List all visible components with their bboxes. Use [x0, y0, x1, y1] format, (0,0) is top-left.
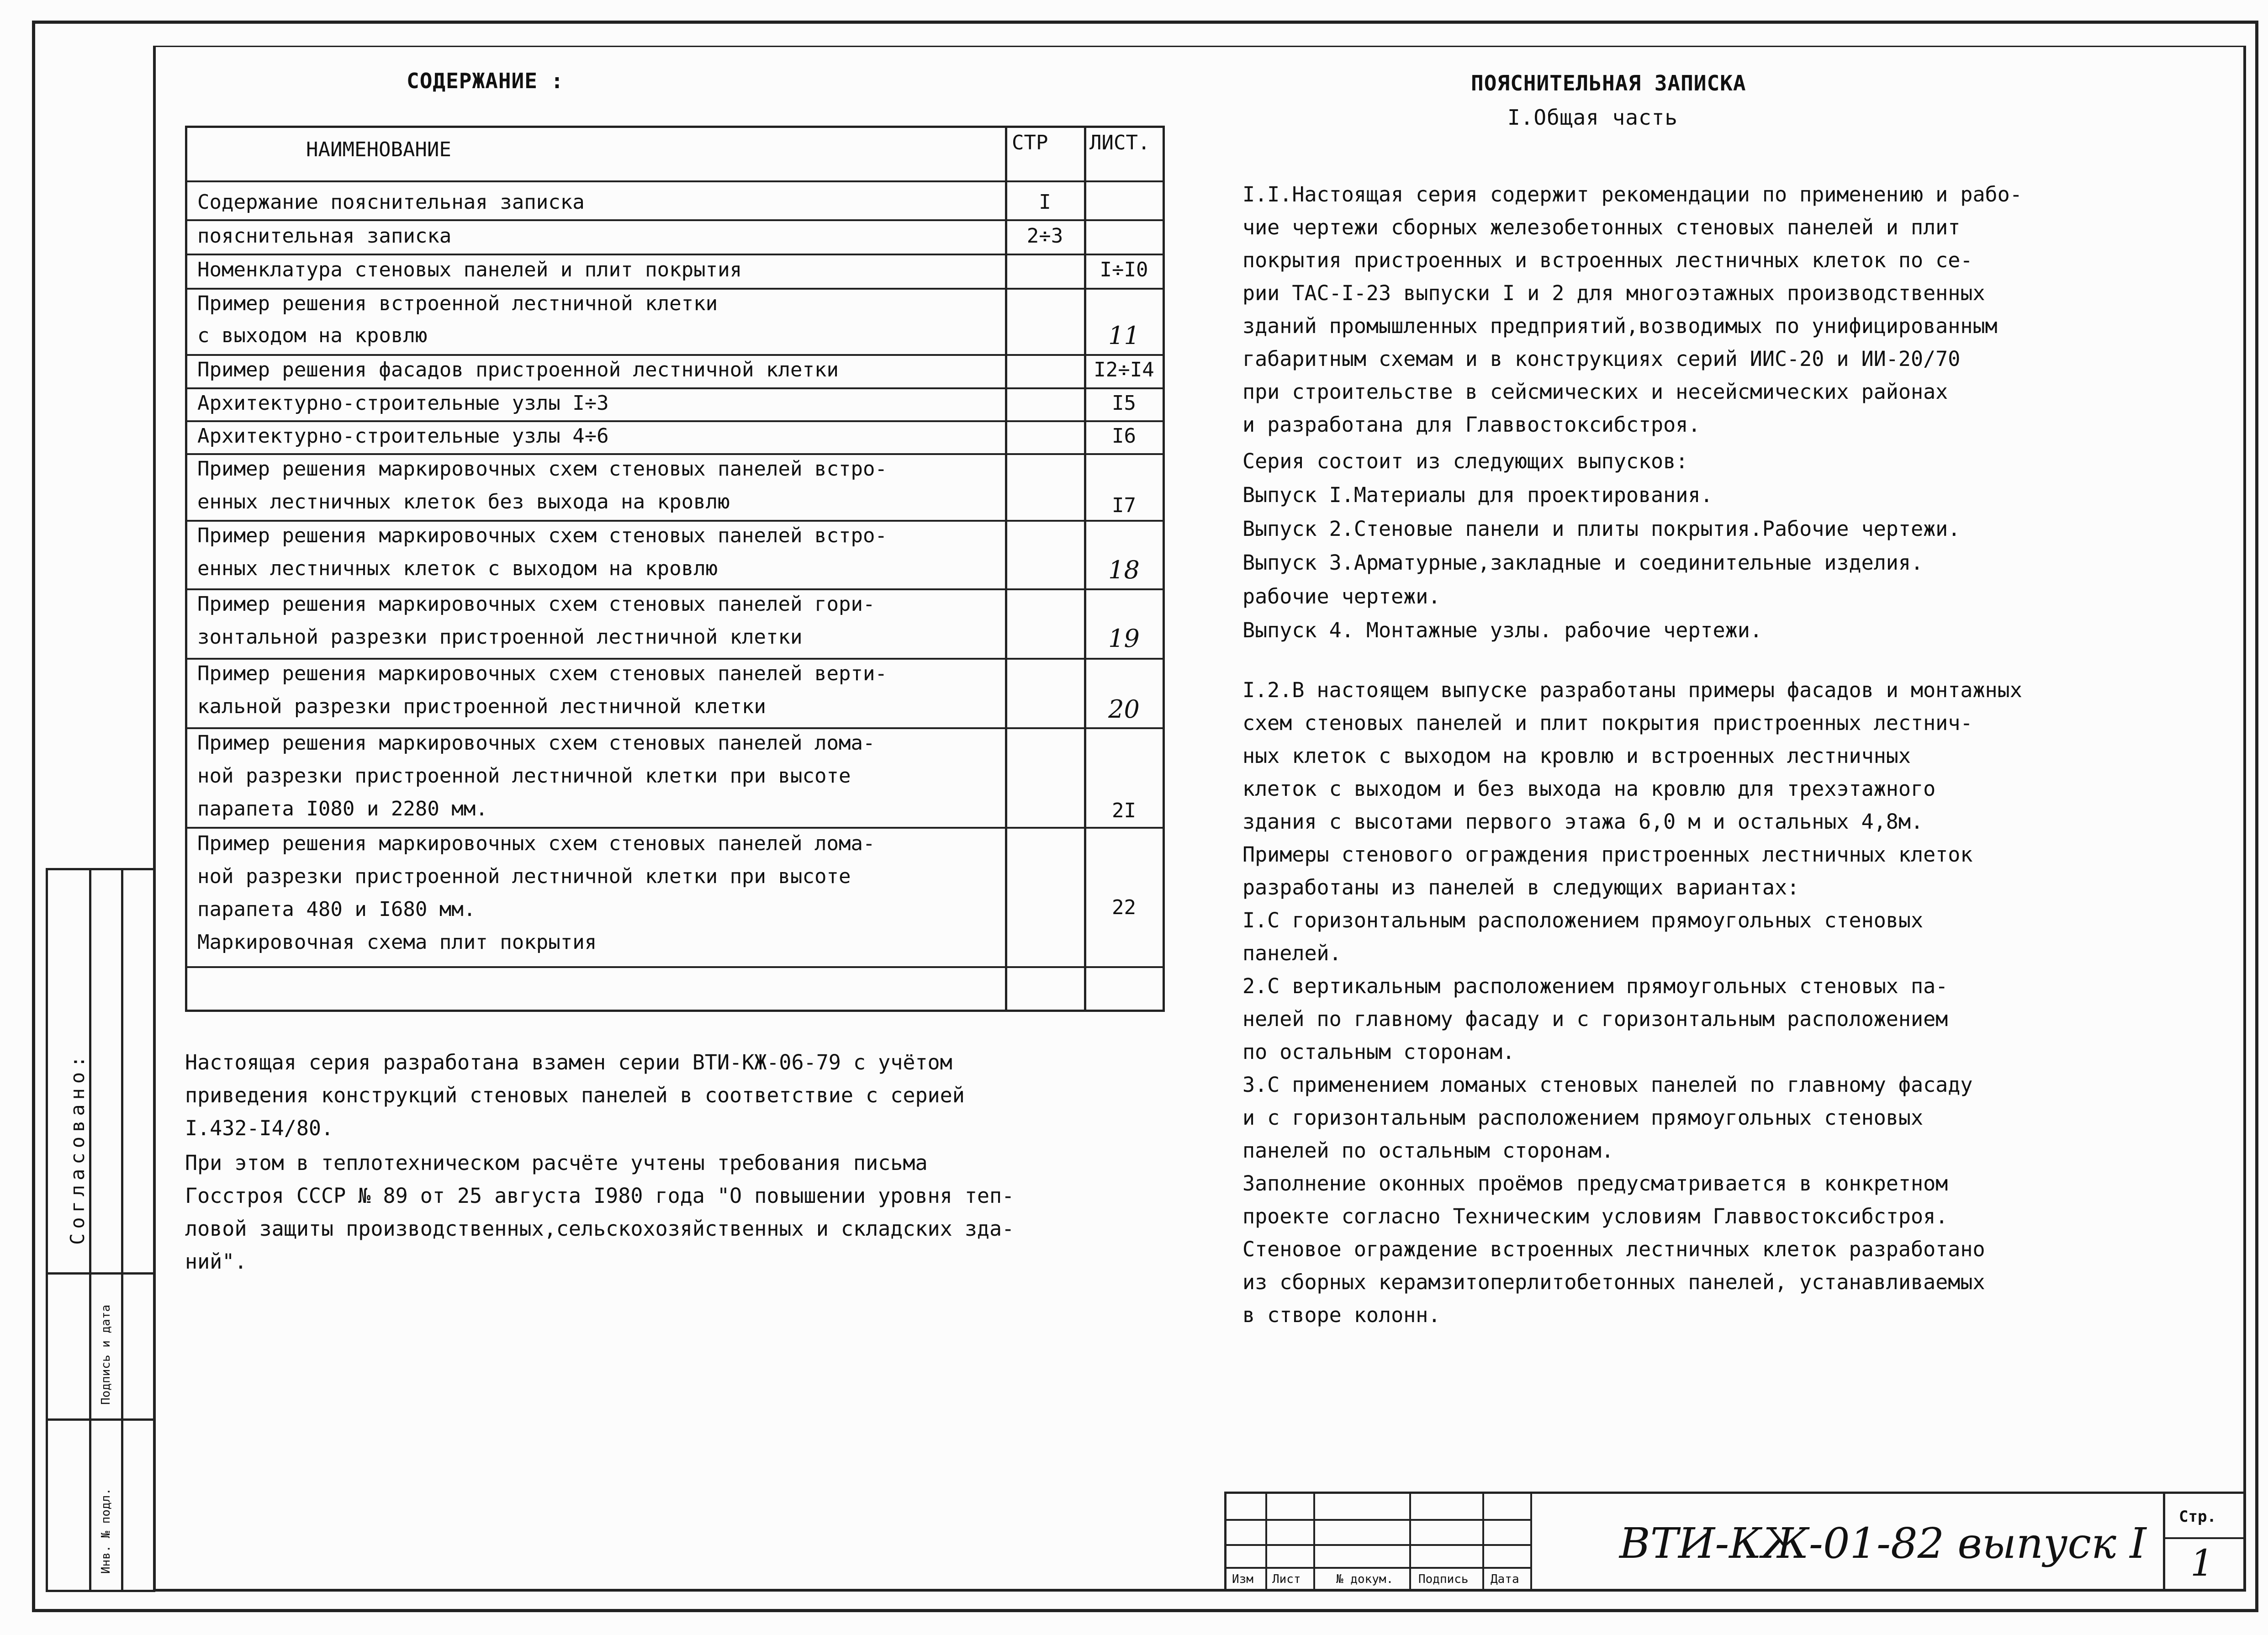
- note-heading: ПОЯСНИТЕЛЬНАЯ ЗАПИСКА: [1471, 71, 1746, 95]
- inventory-label: Инв. № подл.: [99, 1488, 113, 1574]
- page-label: Стр.: [2179, 1508, 2216, 1526]
- header-page: СТР: [1012, 131, 1048, 154]
- contents-heading: СОДЕРЖАНИЕ :: [407, 69, 564, 93]
- col-document: № докум.: [1336, 1572, 1394, 1586]
- col-date: Дата: [1491, 1572, 1519, 1586]
- page-number: 1: [2190, 1542, 2214, 1584]
- paragraph-replacement: Настоящая серия разработана взамен серии ВТИ-КЖ-06-79 с учётом приведения конструкций стеновых панелей в соответствие с серией I.432-I4/80.: [185, 1050, 965, 1140]
- title-block: [1224, 1492, 2245, 1590]
- approval-label: Согласовано:: [66, 1051, 89, 1245]
- signature-date-label: Подпись и дата: [99, 1304, 113, 1405]
- drawing-code: ВТИ-КЖ-01-82 выпуск I: [1619, 1519, 2146, 1568]
- header-name: НАИМЕНОВАНИЕ: [306, 138, 451, 161]
- header-sheet: ЛИСТ.: [1089, 131, 1150, 154]
- section-heading: I.Общая часть: [1507, 105, 1678, 130]
- contents-table: НАИМЕНОВАНИЕ СТР ЛИСТ. Содержание пояснительная записка I пояснительная записка 2÷3 Номенклатура стеновых панелей и плит покрытия I÷I0 Пример решения встроенной лестничной клетки с выходом на кровлю 11 Пример решения фасадов пристроенной лестничной клетки I2÷I4 Архитектурно-строительные узлы I÷3 I5 Архитектурно-строительные узлы 4÷6 I6 Пример решения маркировочных схем стеновых панелей встро- енных лестничных клеток без выхода на кровлю I7 Пример решения маркировочных схем стеновых панелей встро- енных лестничных клеток с выходом на кровлю 18 Пример решения маркировочных схем стеновых панелей гори- зонтальной разрезки пристроенной лестничной клетки 19 Пример решения маркировочных схем стеновых панелей верти- кальной разрезки пристроенной лестничной клетки 20 Пример решения маркировочных схем стеновых панелей лома- ной разрезки пристроенной лестничной клетки при высоте парапета I080 и 2280 мм. 2I Пример решения маркировочных схем стеновых панелей лома- ной разрезки пристроенной лестничной клетки при высоте парапета 480 и I680 мм. Маркировочная схема плит покрытия 22: [185, 126, 1165, 1012]
- col-sheet: Лист: [1272, 1572, 1301, 1586]
- paragraph-thermal: При этом в теплотехническом расчёте учтены требования письма Госстроя СССР № 89 от 25 августа I980 года "О повышении уровня теп- ловой защиты производственных,сельскохозяйственных и складских зда- ний".: [185, 1151, 1015, 1274]
- col-signature: Подпись: [1418, 1572, 1469, 1586]
- approval-strip: [46, 868, 155, 1592]
- col-change: Изм: [1232, 1572, 1253, 1586]
